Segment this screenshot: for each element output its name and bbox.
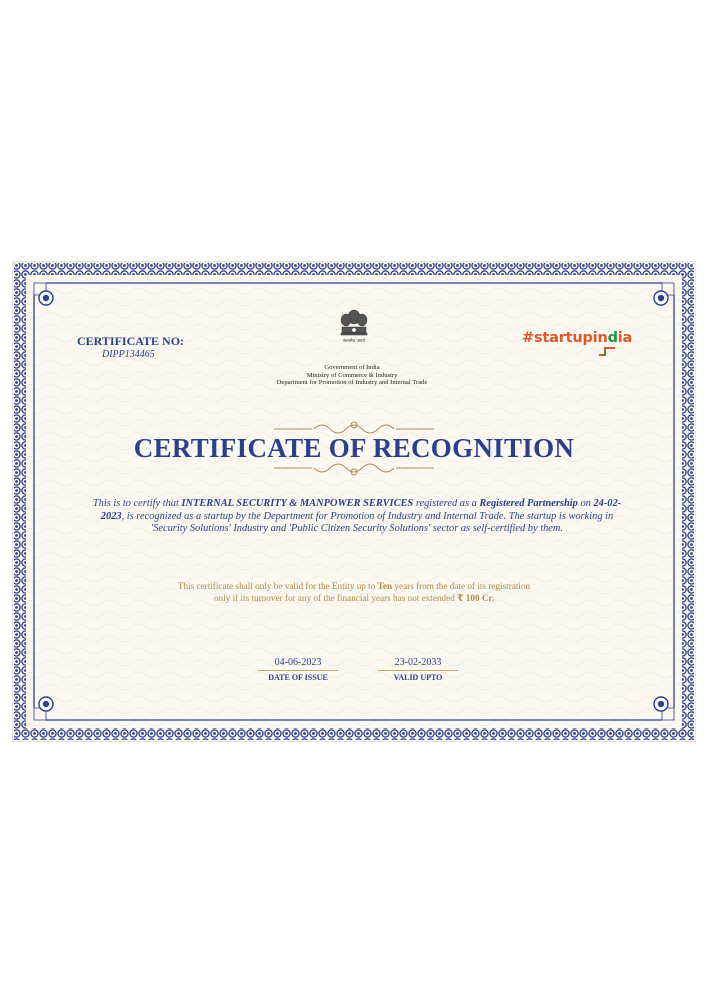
certificate-no-label: CERTIFICATE NO: <box>77 334 185 348</box>
startupindia-logo <box>522 330 632 346</box>
issue-date-label: DATE OF ISSUE <box>268 673 328 682</box>
body-text: on <box>577 498 594 509</box>
certificate-title: CERTIFICATE OF RECOGNITION <box>133 433 575 463</box>
validity-text: only if its turnover for any of the financial years has not extended <box>213 592 458 603</box>
logo-text-a: #startupin <box>522 330 608 346</box>
issuer-block <box>242 364 462 387</box>
body-text: registered as a <box>413 498 480 509</box>
entity-name: INTERNAL SECURITY & MANPOWER SERVICES <box>181 498 414 509</box>
issue-date-line <box>258 670 338 671</box>
emblem-motto: सत्यमेव जयते <box>342 339 366 344</box>
certificate <box>12 261 696 742</box>
certificate-body <box>82 498 632 536</box>
validity-text: years from the date of its registration <box>392 581 531 591</box>
entity-type: Registered Partnership <box>479 498 578 509</box>
valid-upto-line <box>378 670 458 671</box>
valid-upto-value: 23-02-2033 <box>394 657 442 668</box>
issuer-ministry: Ministry of Commerce & Industry <box>306 371 398 379</box>
corner-medallion <box>654 291 668 305</box>
corner-medallion <box>39 697 53 711</box>
issuer-department: Department for Promotion of Industry and Internal Trade <box>276 379 428 386</box>
registration-date: 24-02-2023 <box>100 498 622 522</box>
body-text: This is to certify that <box>92 498 182 509</box>
validity-years: Ten <box>377 581 393 591</box>
logo-text-c: ia <box>617 330 633 346</box>
validity-text: This certificate shall only be valid for the Entity up to <box>177 581 378 591</box>
corner-medallion <box>654 697 668 711</box>
issue-date-value: 04-06-2023 <box>274 657 322 668</box>
body-text: , is recognized as a startup by the Department for Promotion of Industry and Internal Trade. The startup is working in 'Security Solutions' Industry and 'Public Citizen Security Solutions' sector as self-certified by them. <box>121 510 614 534</box>
turnover-limit: ₹ 100 Cr. <box>457 592 495 603</box>
valid-upto-label: VALID UPTO <box>393 673 443 682</box>
validity-clause <box>142 581 566 604</box>
logo-text-b: d <box>607 330 618 346</box>
national-emblem-icon <box>341 310 367 344</box>
issuer-government: Government of India <box>324 364 380 371</box>
logo-step-icon <box>598 346 616 356</box>
certificate-no-value: DIPP134465 <box>102 349 155 360</box>
corner-medallion <box>39 291 53 305</box>
